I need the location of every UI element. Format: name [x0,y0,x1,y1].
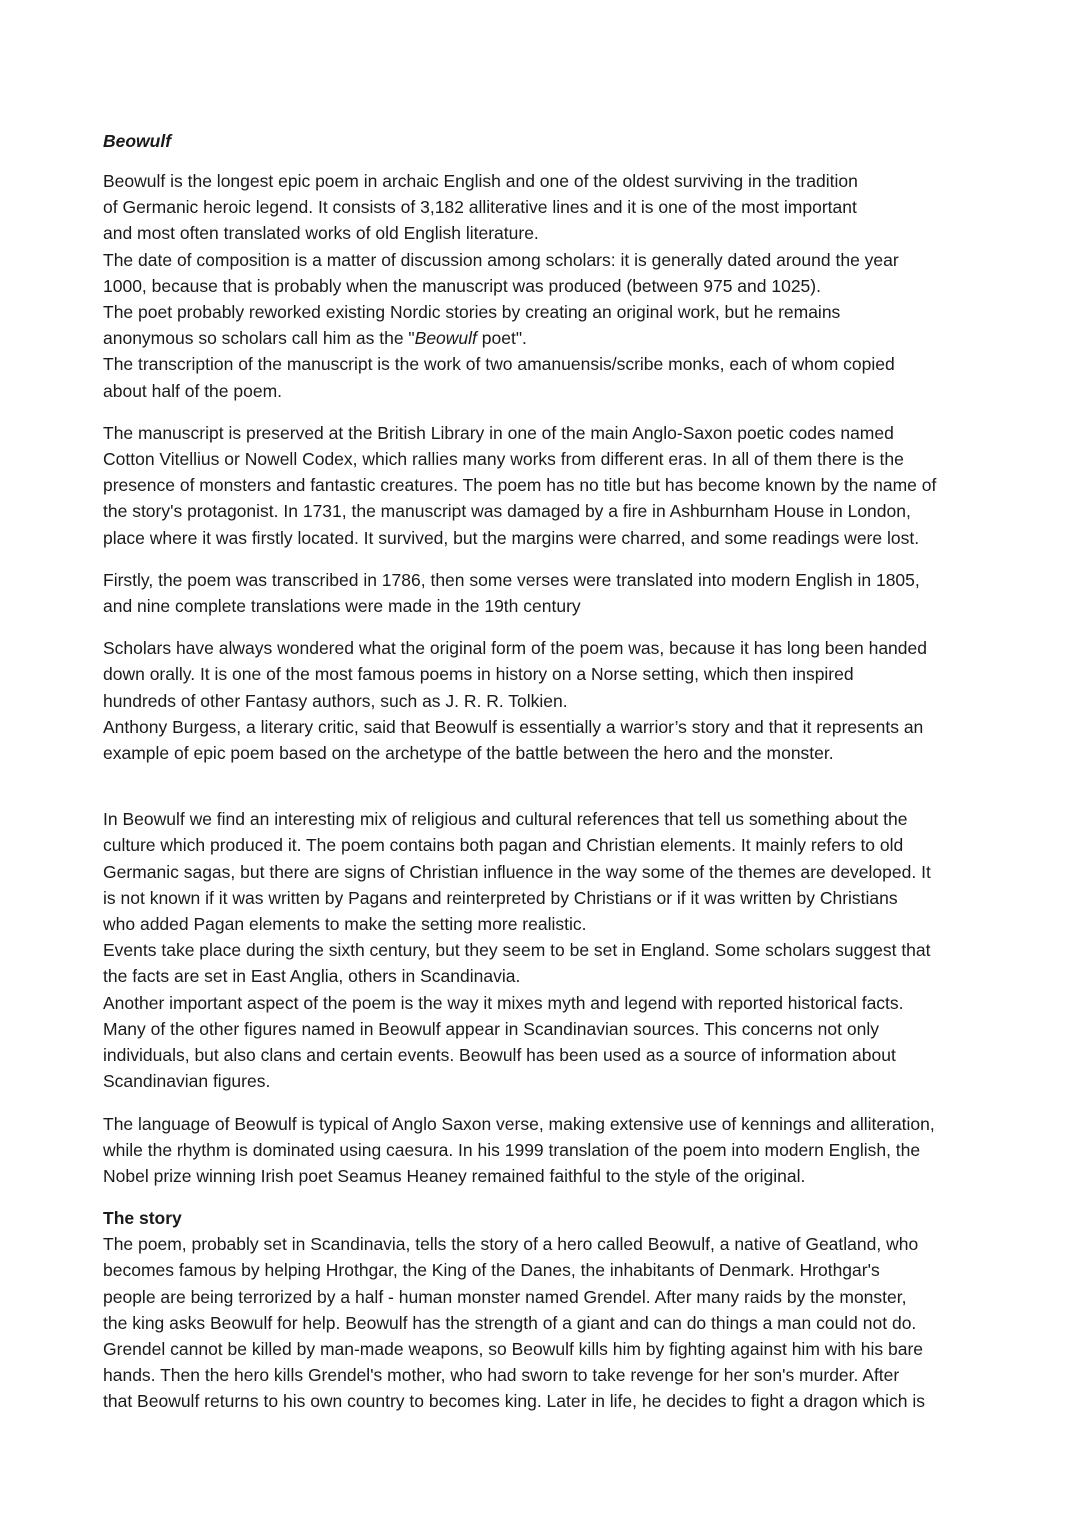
text-line: The date of composition is a matter of discussion among scholars: it is generally dated around the year [103,249,899,270]
text-line: Many of the other figures named in Beowulf appear in Scandinavian sources. This concerns not only [103,1018,879,1039]
text-line: Events take place during the sixth century, but they seem to be set in England. Some scholars suggest that [103,940,931,961]
text-line [103,325,1003,351]
text-line: In Beowulf we find an interesting mix of religious and cultural references that tell us something about the [103,809,908,830]
text-line: Anthony Burgess, a literary critic, said that Beowulf is essentially a warrior’s story and that it represents an [103,716,924,737]
text-line: presence of monsters and fantastic creatures. The poem has no title but has become known by the name of [103,475,937,496]
text-line: culture which produced it. The poem contains both pagan and Christian elements. It mainly refers to old [103,835,904,856]
text-line: and most often translated works of old English literature. [103,223,539,244]
text-line: Cotton Vitellius or Nowell Codex, which rallies many works from different eras. In all of them there is the [103,449,904,470]
text-line: Grendel cannot be killed by man-made weapons, so Beowulf kills him by fighting against him with his bare [103,1338,924,1359]
text-line: example of epic poem based on the archetype of the battle between the hero and the monster. [103,743,834,764]
text-line: 1000, because that is probably when the manuscript was produced (between 975 and 1025). [103,275,821,296]
text-line: down orally. It is one of the most famous poems in history on a Norse setting, which then inspired [103,664,854,685]
section-heading-story: The story [103,1208,182,1229]
text-line: hands. Then the hero kills Grendel's mother, who had sworn to take revenge for her son's murder. After [103,1365,900,1386]
paragraph-language [103,1111,1003,1190]
text-line: hundreds of other Fantasy authors, such as J. R. R. Tolkien. [103,690,568,711]
paragraph-original-form [103,635,1003,766]
text-segment: anonymous so scholars call him as the " [103,328,415,349]
document-title: Beowulf [103,131,172,151]
text-line: The poet probably reworked existing Nordic stories by creating an original work, but he remains [103,302,841,323]
text-line: The transcription of the manuscript is the work of two amanuensis/scribe monks, each of whom copied [103,354,895,375]
paragraph-story [103,1231,1003,1414]
text-line: place where it was firstly located. It survived, but the margins were charred, and some readings were lost. [103,527,920,548]
paragraph-introduction [103,168,1003,404]
text-line: people are being terrorized by a half - human monster named Grendel. After many raids by the monster, [103,1286,907,1307]
paragraph-manuscript [103,420,1003,551]
text-line: who added Pagan elements to make the setting more realistic. [103,914,587,935]
text-line: of Germanic heroic legend. It consists of 3,182 alliterative lines and it is one of the most important [103,197,857,218]
text-line: the facts are set in East Anglia, others in Scandinavia. [103,966,521,987]
text-line: Another important aspect of the poem is the way it mixes myth and legend with reported historical facts. [103,992,904,1013]
paragraph-religious-cultural [103,806,1003,1094]
italic-title-reference: Beowulf [414,328,477,349]
text-line: Beowulf is the longest epic poem in archaic English and one of the oldest surviving in the tradition [103,171,858,191]
text-line: Scandinavian figures. [103,1071,271,1092]
paragraph-translations [103,567,1003,619]
text-line: individuals, but also clans and certain events. Beowulf has been used as a source of information about [103,1045,896,1066]
text-line: The language of Beowulf is typical of Anglo Saxon verse, making extensive use of kennings and alliteration, [103,1113,935,1134]
text-line: is not known if it was written by Pagans and reinterpreted by Christians or if it was written by Christians [103,887,898,908]
text-line: the story's protagonist. In 1731, the manuscript was damaged by a fire in Ashburnham House in London, [103,501,911,522]
text-line: Firstly, the poem was transcribed in 1786, then some verses were translated into modern English in 1805, [103,569,920,590]
text-line: and nine complete translations were made in the 19th century [103,596,581,617]
text-line: Scholars have always wondered what the original form of the poem was, because it has long been handed [103,638,927,659]
document-page [103,128,1003,1415]
text-line: about half of the poem. [103,380,283,401]
text-line: The manuscript is preserved at the British Library in one of the main Anglo-Saxon poetic codes named [103,422,894,443]
text-line: Nobel prize winning Irish poet Seamus Heaney remained faithful to the style of the original. [103,1165,806,1186]
text-line: that Beowulf returns to his own country to becomes king. Later in life, he decides to fight a dragon which is [103,1391,925,1412]
text-line: the king asks Beowulf for help. Beowulf has the strength of a giant and can do things a man could not do. [103,1312,917,1333]
text-line: while the rhythm is dominated using caesura. In his 1999 translation of the poem into modern English, the [103,1139,921,1160]
text-segment: poet". [476,328,527,349]
text-line: The poem, probably set in Scandinavia, tells the story of a hero called Beowulf, a native of Geatland, who [103,1234,919,1255]
text-line: Germanic sagas, but there are signs of Christian influence in the way some of the themes are developed. It [103,861,931,882]
text-line: becomes famous by helping Hrothgar, the King of the Danes, the inhabitants of Denmark. Hrothgar's [103,1260,880,1281]
